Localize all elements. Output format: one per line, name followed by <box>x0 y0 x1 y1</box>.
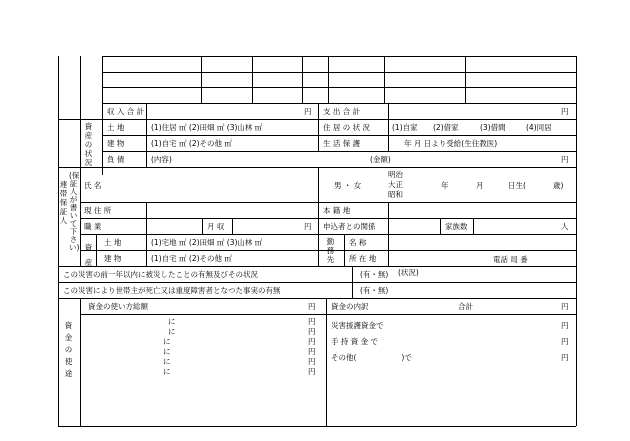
guarantor-vertical-label: 連帯保証人 <box>59 180 68 225</box>
era-meiji: 明治 <box>388 170 403 179</box>
yen-unit: 円 <box>308 327 316 336</box>
rule <box>326 298 327 426</box>
rule <box>80 167 81 266</box>
guarantor-land-items: (1)宅地 ㎡ (2)田畑 ㎡ (3)山林 ㎡ <box>151 238 263 247</box>
rule <box>146 103 147 119</box>
rule <box>102 56 103 175</box>
rule <box>58 298 576 299</box>
disaster-status-1: (状況) <box>398 268 419 277</box>
rule <box>146 119 147 167</box>
job-label: 職 業 <box>84 222 102 231</box>
welfare-label: 生 活 保 護 <box>323 139 361 148</box>
guarantor-land-label: 土 地 <box>104 238 122 247</box>
land-label: 土 地 <box>107 123 125 132</box>
guarantor-building-items: (1)自宅 ㎡ (2)その他 ㎡ <box>151 254 232 263</box>
rule <box>102 72 576 73</box>
rule <box>352 266 353 298</box>
rule <box>102 103 576 104</box>
debt-content: (内容) <box>151 155 172 164</box>
usage-item: に <box>163 367 171 376</box>
era-showa: 昭和 <box>388 190 403 199</box>
yen-unit: 円 <box>308 357 316 366</box>
yen-unit: 円 <box>561 337 569 346</box>
registered-domicile-label: 本 籍 地 <box>323 206 351 215</box>
rule <box>58 266 576 267</box>
housing-option: (2)借家 <box>433 123 459 132</box>
housing-label: 住 居 の 状 況 <box>323 123 371 132</box>
rule <box>465 56 466 103</box>
rule <box>328 56 329 103</box>
debt-amount: (金額) <box>370 155 391 164</box>
usage-item: に <box>163 357 171 366</box>
rule <box>80 56 81 119</box>
rule <box>58 282 576 283</box>
rule <box>58 56 59 426</box>
debt-label: 負 債 <box>107 155 125 164</box>
guarantor-assets-vertical: 資産 <box>84 243 93 267</box>
rule <box>232 218 233 234</box>
rule <box>384 56 385 103</box>
rule <box>388 234 389 266</box>
breakdown-item: 災害援護資金で <box>331 321 384 330</box>
yen-unit: 円 <box>561 353 569 362</box>
rule <box>576 56 577 426</box>
rule <box>80 202 576 203</box>
company-label: 名 称 <box>349 238 367 247</box>
rule <box>80 119 81 167</box>
rule <box>202 218 203 234</box>
yen-unit: 円 <box>304 222 312 231</box>
yen-unit: 円 <box>561 321 569 330</box>
yen-unit: 円 <box>561 107 569 116</box>
rule <box>344 234 345 266</box>
disaster-question-2: この災害により世帯主が死亡又は重度障害者となつた事実の有無 <box>63 286 281 295</box>
rule <box>318 103 319 119</box>
assets-vertical-label: 資産の状況 <box>84 122 93 167</box>
rule <box>388 119 389 151</box>
rule <box>318 119 319 151</box>
rule <box>80 298 81 426</box>
breakdown-item: 手 持 資 金 で <box>331 337 379 346</box>
usage-item: に <box>163 337 171 346</box>
breakdown-total-label: 合計 <box>458 302 473 311</box>
rule <box>58 426 576 427</box>
rule <box>58 119 576 120</box>
usage-item: に <box>168 317 176 326</box>
usage-total-label: 資金の使い方総額 <box>88 302 148 311</box>
expense-total-label: 支 出 合 計 <box>323 107 361 116</box>
rule <box>80 234 576 235</box>
rule <box>102 56 576 57</box>
yen-unit: 円 <box>308 337 316 346</box>
location-label: 所 在 地 <box>349 254 377 263</box>
phone-label: 電話 局 番 <box>493 255 528 264</box>
rule <box>80 218 576 219</box>
yen-unit: 円 <box>308 367 316 376</box>
housing-option: (3)借間 <box>480 123 506 132</box>
housing-option: (1)自家 <box>392 123 418 132</box>
rule <box>318 167 319 234</box>
guarantor-name-label: 氏 名 <box>84 181 102 190</box>
rule <box>473 218 474 234</box>
usage-item: に <box>168 327 176 336</box>
rule <box>96 234 97 266</box>
rule <box>388 103 389 119</box>
yen-unit: 円 <box>308 317 316 326</box>
gender-choice: 男 ・ 女 <box>334 181 362 190</box>
breakdown-item: その他( )で <box>331 353 412 362</box>
relation-label: 申込者との関係 <box>323 222 376 231</box>
yen-unit: 円 <box>561 155 569 164</box>
rule <box>102 151 576 152</box>
building-items: (1)自宅 ㎡ (2)その他 ㎡ <box>151 139 232 148</box>
funds-vertical-label: 資金の使途 <box>64 321 73 378</box>
rule <box>102 135 576 136</box>
work-vertical: 勤務先 <box>326 237 335 264</box>
rule <box>201 56 202 103</box>
disaster-answer-2: (有・無) <box>360 286 389 295</box>
birth-day: 日生( <box>508 181 526 190</box>
building-label: 建 物 <box>107 139 125 148</box>
breakdown-label: 資金の内訳 <box>331 302 369 311</box>
birth-year: 年 <box>441 181 449 190</box>
rule <box>344 250 576 251</box>
era-taisho: 大正 <box>388 180 403 189</box>
rule <box>102 87 576 88</box>
yen-unit: 円 <box>304 107 312 116</box>
rule <box>146 202 147 266</box>
birth-month: 月 <box>476 181 484 190</box>
rule <box>252 56 253 103</box>
rule <box>440 218 441 234</box>
rule <box>80 250 344 251</box>
usage-item: に <box>163 347 171 356</box>
yen-unit: 円 <box>308 302 316 311</box>
land-items: (1)住居 ㎡ (2)田畑 ㎡ (3)山林 ㎡ <box>151 123 263 132</box>
guarantor-note: (保証人が書いて下さい) <box>69 171 80 252</box>
rule <box>388 202 389 234</box>
age: 歳) <box>553 181 564 190</box>
yen-unit: 円 <box>308 347 316 356</box>
address-label: 現 住 所 <box>84 206 112 215</box>
disaster-question-1: この災害の前一年以内に被災したことの有無及びその状況 <box>63 270 258 279</box>
rule <box>302 56 303 103</box>
persons-unit: 人 <box>561 222 569 231</box>
rule <box>58 167 576 168</box>
monthly-income-label: 月 収 <box>207 222 225 231</box>
rule <box>318 234 319 266</box>
rule <box>80 314 576 315</box>
disaster-answer-1: (有・無) <box>360 270 389 279</box>
family-count-label: 家族数 <box>445 222 468 231</box>
yen-unit: 円 <box>561 302 569 311</box>
income-total-label: 収 入 合 計 <box>107 107 145 116</box>
welfare-text: 年 月 日より受給(生住教医) <box>404 139 498 148</box>
housing-option: (4)同居 <box>526 123 552 132</box>
guarantor-building-label: 建 物 <box>104 254 122 263</box>
